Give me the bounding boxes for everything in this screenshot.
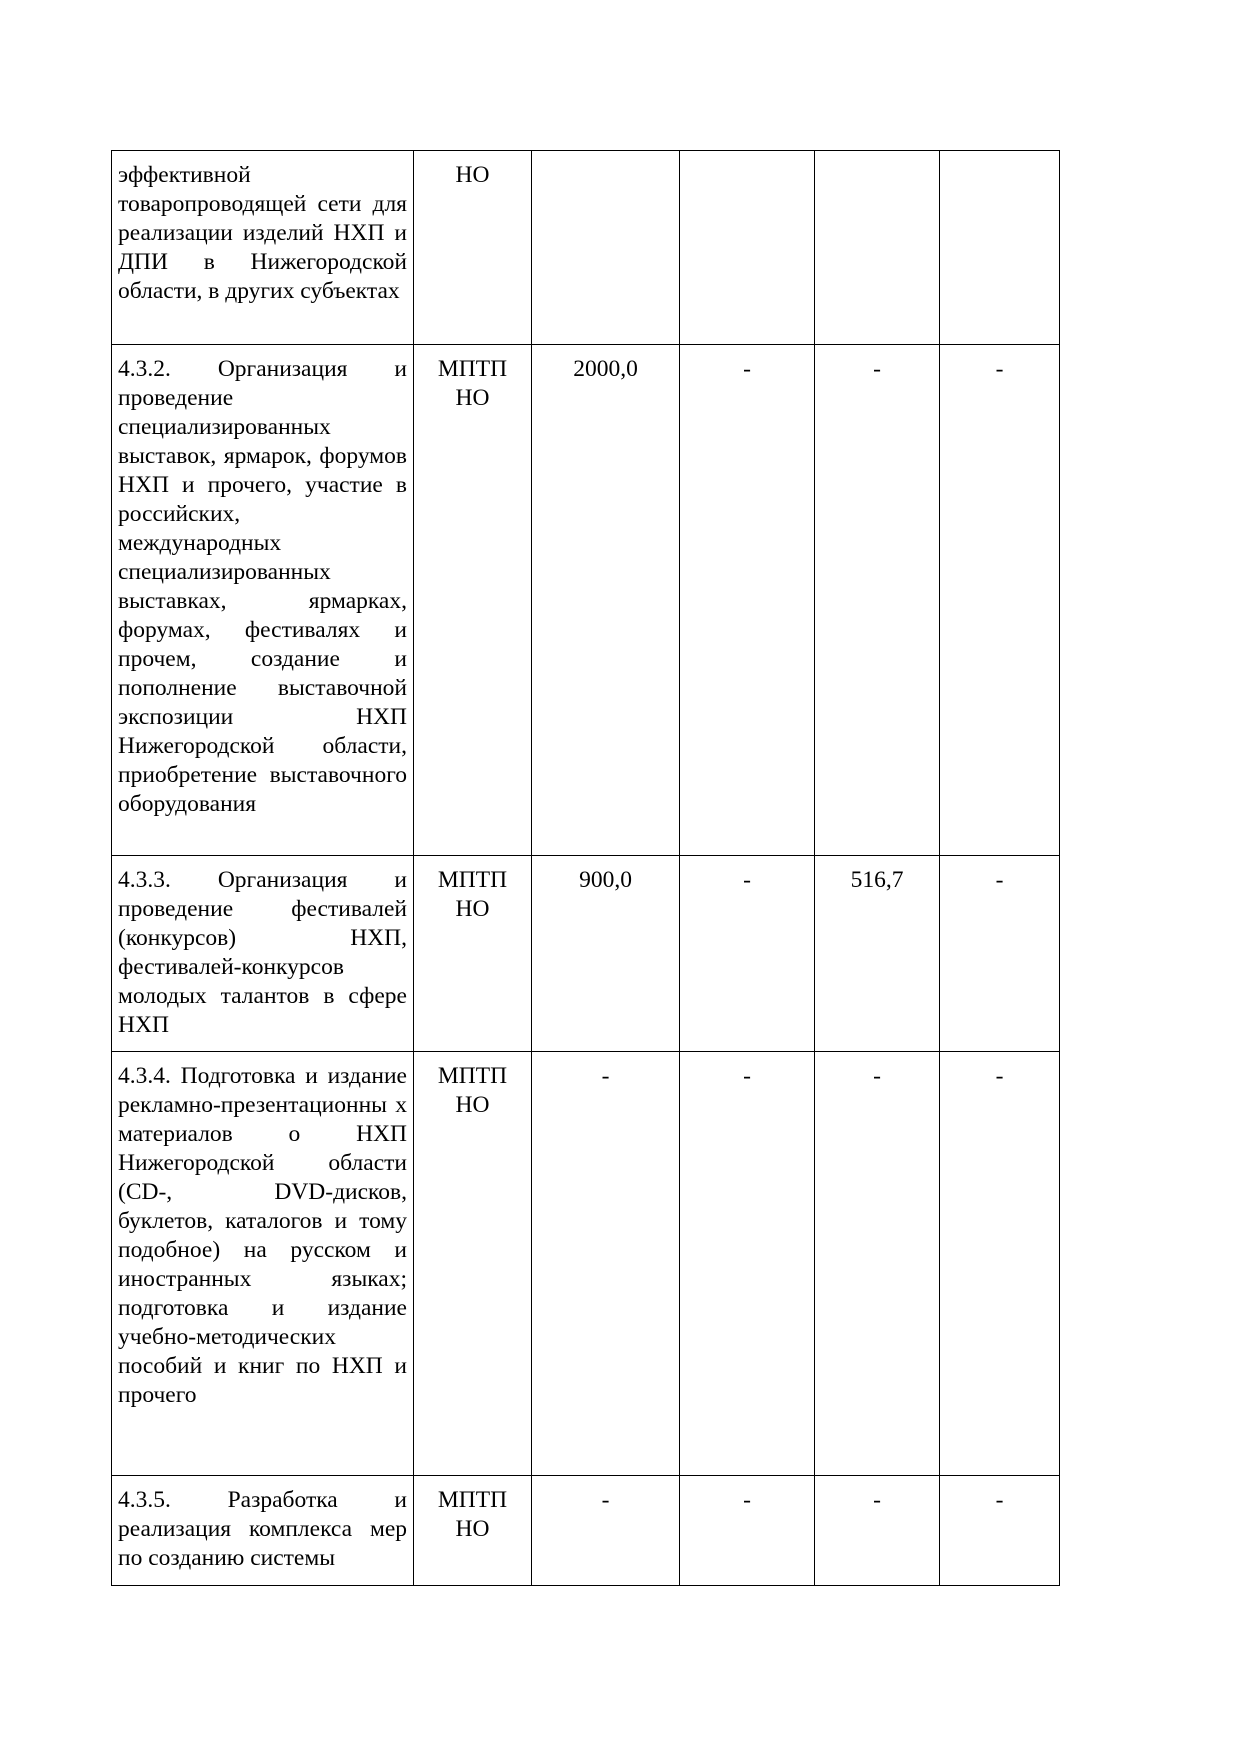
measure-description: 4.3.2. Организация и проведение специализированных выставок, ярмарок, форумов НХП и прочего, участие в российских, международных специализированных выставках, ярмарках, форумах, фестивалях и прочем, создание и пополнение выставочной экспозиции НХП Нижегородской области, приобретение выставочного оборудования [112, 345, 414, 856]
measure-value-4: - [940, 345, 1060, 856]
measure-value-4 [940, 151, 1060, 345]
measure-description: эффективной товаропроводящей сети для реализации изделий НХП и ДПИ в Нижегородской области, в других субъектах [112, 151, 414, 345]
measure-description: 4.3.5. Разработка и реализация комплекса мер по созданию системы [112, 1476, 414, 1586]
measure-description: 4.3.4. Подготовка и издание рекламно-презентационны х материалов о НХП Нижегородской области (CD-, DVD-дисков, буклетов, каталогов и тому подобное) на русском и иностранных языках; подготовка и издание учебно-методических пособий и книг по НХП и прочего [112, 1052, 414, 1476]
measure-value-2: - [680, 856, 815, 1052]
measure-executor: МПТП НО [414, 345, 532, 856]
measure-value-3: - [815, 1476, 940, 1586]
measure-description: 4.3.3. Организация и проведение фестивалей (конкурсов) НХП, фестивалей-конкурсов молодых талантов в сфере НХП [112, 856, 414, 1052]
measure-value-2: - [680, 1476, 815, 1586]
measure-value-3: 516,7 [815, 856, 940, 1052]
table-row [112, 856, 1060, 1052]
table-row [112, 345, 1060, 856]
measure-value-3: - [815, 1052, 940, 1476]
measure-executor: МПТП НО [414, 1476, 532, 1586]
measure-value-3 [815, 151, 940, 345]
measure-value-3: - [815, 345, 940, 856]
measure-value-1: 900,0 [532, 856, 680, 1052]
measure-value-1: - [532, 1476, 680, 1586]
measure-executor: МПТП НО [414, 856, 532, 1052]
measure-value-1: 2000,0 [532, 345, 680, 856]
measure-value-4: - [940, 1052, 1060, 1476]
measure-value-4: - [940, 1476, 1060, 1586]
table-row [112, 1052, 1060, 1476]
measure-value-2: - [680, 345, 815, 856]
measure-executor: НО [414, 151, 532, 345]
measure-value-2: - [680, 1052, 815, 1476]
measure-value-1 [532, 151, 680, 345]
measure-value-4: - [940, 856, 1060, 1052]
measure-value-1: - [532, 1052, 680, 1476]
measure-executor: МПТП НО [414, 1052, 532, 1476]
measure-value-2 [680, 151, 815, 345]
measures-table [111, 150, 1060, 1586]
table-row [112, 1476, 1060, 1586]
table-row [112, 151, 1060, 345]
